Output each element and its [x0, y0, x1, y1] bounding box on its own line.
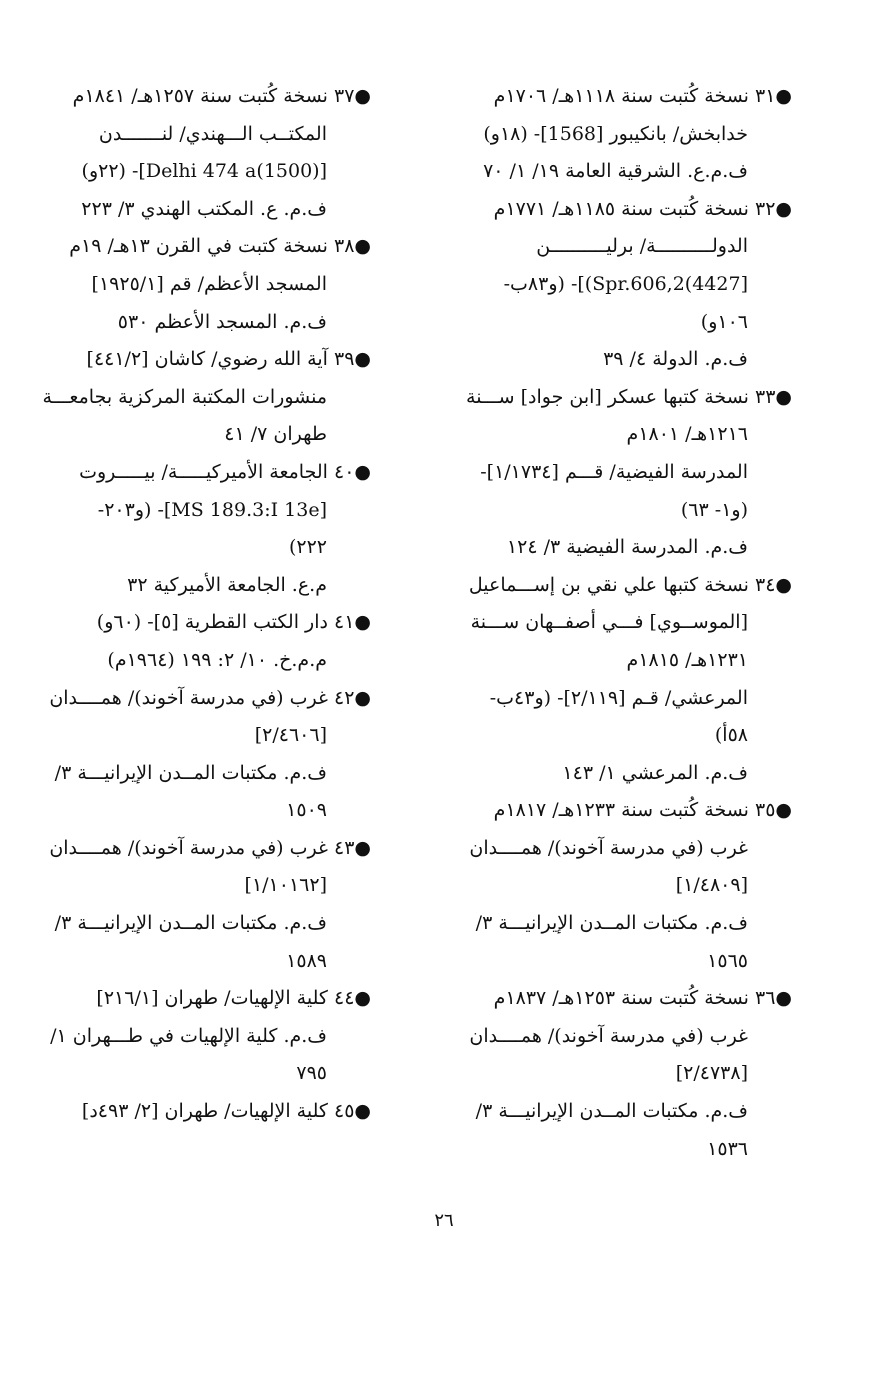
- catalog-entry: [71, 1093, 371, 1131]
- catalog-entry: [447, 191, 792, 379]
- catalog-entry: [447, 792, 792, 980]
- entry-heading: ●٤٥ كلية الإلهيات/ طهران [٢/ ٤٩٣د]: [81, 1100, 371, 1123]
- entry-line: ٢٢٢): [288, 536, 327, 559]
- entry-line: ١٥٣٦: [707, 1137, 748, 1160]
- catalog-entry: [50, 980, 371, 1093]
- catalog-entry: [447, 567, 792, 793]
- entry-heading: ●٣٧ نسخة كُتبت سنة ١٢٥٧هـ/ ١٨٤١م: [72, 85, 371, 107]
- entry-heading: ●٣٢ نسخة كُتبت سنة ١١٨٥هـ/ ١٧٧١م: [493, 197, 792, 220]
- entry-line: [MS 189.3:I 13e]- (و٢٠٣-: [97, 498, 327, 521]
- entry-line: ١٥٨٩: [286, 949, 327, 972]
- entry-heading: ●٣٣ نسخة كتبها عسكر [ابن جواد] ســـنة: [466, 385, 792, 408]
- entry-line: ٥٨أ): [714, 724, 748, 747]
- entry-line: (و١- ٦٣): [680, 498, 748, 521]
- entry-line: المرعشي/ قـم [٢/١١٩]- (و٤٣ب-: [489, 686, 748, 709]
- entry-line: [4427)Spr.606,2)]- (و٨٣ب-: [503, 272, 748, 295]
- entry-line: ١٥٦٥: [707, 949, 748, 972]
- entry-line: ف.م. مكتبات المــدن الإيرانيـــة ٣/: [54, 761, 327, 784]
- entry-heading: ●٤٠ الجامعة الأميركيـــــة/ بيـــــروت: [79, 460, 371, 483]
- entry-line: ف.م. الدولة ٤/ ٣٩: [603, 348, 748, 371]
- page-number: ٢٦: [434, 1210, 454, 1231]
- entry-heading: ●٤١ دار الكتب القطرية [٥]- (٦٠و): [96, 611, 371, 634]
- catalog-entry: [447, 379, 792, 567]
- catalog-entry: [49, 830, 371, 980]
- entry-heading: ●٤٤ كلية الإلهيات/ طهران [٢١٦/١]: [96, 987, 371, 1010]
- entry-line: المسجد الأعظم/ قم [١٩٢٥/١]: [91, 272, 327, 295]
- entry-heading: ●٣٤ نسخة كتبها علي نقي بن إســـماعيل: [468, 573, 792, 596]
- entry-heading: ●٣١ نسخة كُتبت سنة ١١١٨هـ/ ١٧٠٦م: [493, 85, 792, 107]
- entry-heading: ●٣٦ نسخة كُتبت سنة ١٢٥٣هـ/ ١٨٣٧م: [493, 987, 792, 1010]
- entry-line: [٢/٤٧٣٨]: [675, 1062, 748, 1085]
- left-column: [42, 78, 371, 1131]
- catalog-entry: [49, 680, 371, 830]
- entry-line: ف.م. ع. المكتب الهندي ٣/ ٢٢٣: [81, 197, 327, 220]
- entry-line: ٧٩٥: [296, 1062, 327, 1085]
- entry-line: ١٥٠٩: [286, 799, 327, 822]
- entry-line: طهران ٧/ ٤١: [224, 423, 327, 446]
- entry-line: ١٠٦و): [700, 310, 748, 333]
- entry-line: ف.م. مكتبات المــدن الإيرانيـــة ٣/: [475, 1100, 748, 1123]
- entry-line: [١/١٠١٦٢]: [244, 874, 327, 897]
- catalog-entry: [71, 604, 371, 679]
- entry-heading: ●٤٢ غرب (في مدرسة آخوند)/ همــــدان: [49, 686, 371, 709]
- entry-heading: ●٣٩ آية الله رضوي/ كاشان [٤٤١/٢]: [86, 348, 371, 371]
- entry-line: ١٢١٦هـ/ ١٨٠١م: [626, 423, 748, 446]
- entry-line: [(1500)Delhi 474 a]- (٢٢و): [81, 160, 327, 183]
- entry-line: ف.م. المسجد الأعظم ٥٣٠: [117, 310, 327, 333]
- catalog-entry: [447, 980, 792, 1168]
- entry-line: [الموســوي] فـــي أصفــهان ســـنة: [470, 611, 748, 634]
- entry-line: ف.م. مكتبات المــدن الإيرانيـــة ٣/: [475, 912, 748, 935]
- entry-line: [٢/٤٦٠٦]: [254, 724, 327, 747]
- entry-line: م.ع. الجامعة الأميركية ٣٢: [127, 573, 327, 596]
- entry-line: ف.م. كلية الإلهيات في طـــهران ١/: [50, 1024, 327, 1047]
- entry-line: الدولــــــــــة/ برليــــــــــن: [536, 235, 748, 258]
- catalog-entry: [447, 78, 792, 191]
- entry-line: خدابخش/ بانكيبور [1568]- (١٨و): [483, 122, 748, 145]
- catalog-entry: [42, 341, 371, 454]
- entry-line: غرب (في مدرسة آخوند)/ همــــدان: [469, 836, 748, 859]
- catalog-entry: [71, 78, 371, 228]
- entry-line: ف.م. المرعشي ١/ ١٤٣: [562, 761, 748, 784]
- entry-line: ف.م.ع. الشرقية العامة ١٩/ ١/ ٧٠: [483, 160, 748, 183]
- catalog-entry: [71, 228, 371, 341]
- entry-heading: ●٣٥ نسخة كُتبت سنة ١٢٣٣هـ/ ١٨١٧م: [493, 799, 792, 822]
- entry-heading: ●٤٣ غرب (في مدرسة آخوند)/ همــــدان: [49, 836, 371, 859]
- entry-line: ف.م. المدرسة الفيضية ٣/ ١٢٤: [506, 536, 748, 559]
- entry-line: ١٢٣١هـ/ ١٨١٥م: [626, 648, 748, 671]
- entry-line: ف.م. مكتبات المــدن الإيرانيـــة ٣/: [54, 912, 327, 935]
- entry-line: منشورات المكتبة المركزية بجامعـــة: [42, 385, 327, 408]
- entry-heading: ●٣٨ نسخة كتبت في القرن ١٣هـ/ ١٩م: [69, 235, 371, 258]
- entry-line: م.م.خ. ١٠/ ٢: ١٩٩ (١٩٦٤م): [107, 648, 327, 671]
- entry-line: [١/٤٨٠٩]: [675, 874, 748, 897]
- right-column: [447, 78, 792, 1168]
- entry-line: المدرسة الفيضية/ قـــم [١/١٧٣٤]-: [480, 460, 748, 483]
- entry-line: غرب (في مدرسة آخوند)/ همــــدان: [469, 1024, 748, 1047]
- catalog-entry: [71, 454, 371, 604]
- entry-line: المكتــب الـــهندي/ لنـــــــدن: [98, 122, 327, 145]
